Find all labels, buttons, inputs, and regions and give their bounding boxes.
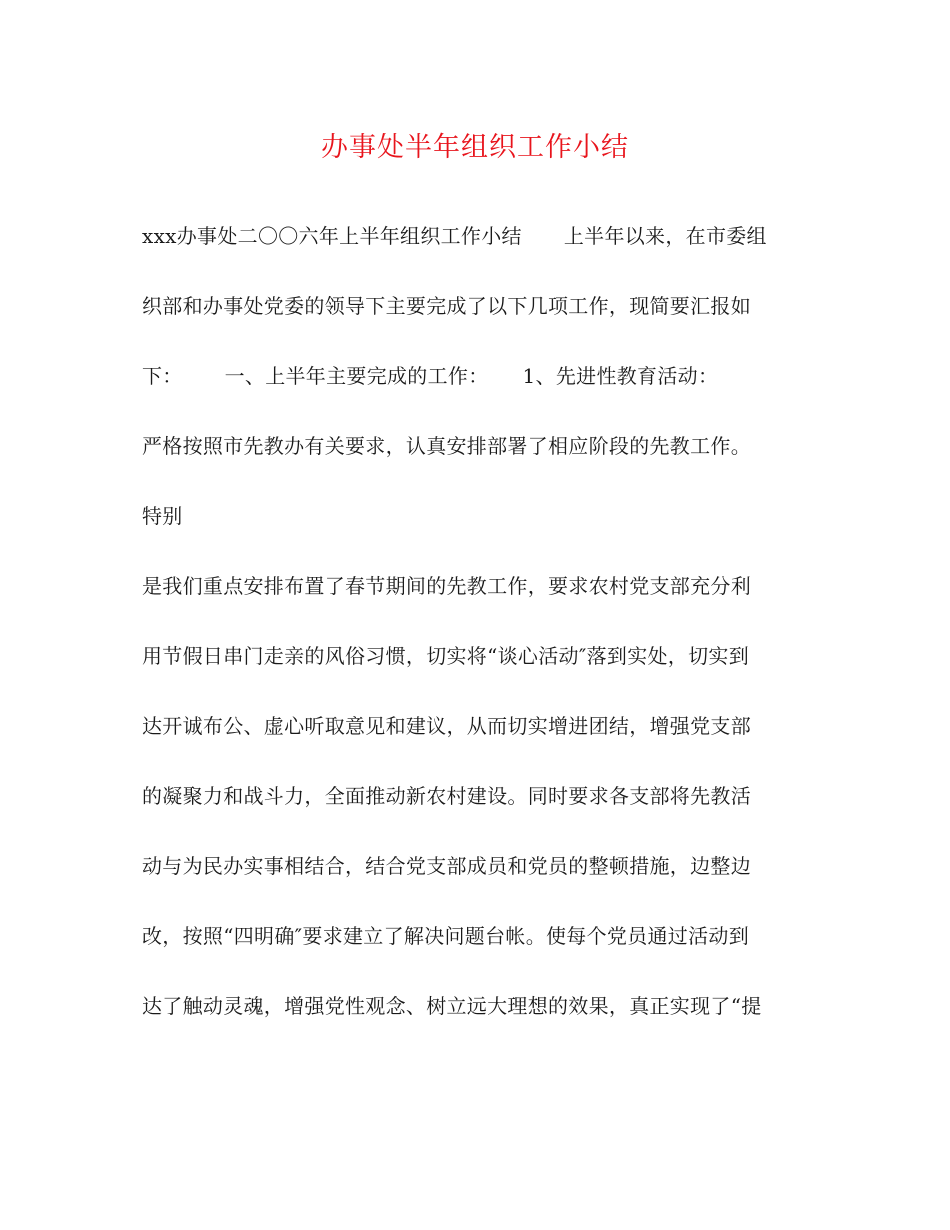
line-text: 改，按照“四明确″要求建立了解决问题台帐。使每个党员通过活动到 [142, 924, 749, 948]
paragraph-line-7 [142, 634, 810, 704]
line-text: xxx办事处二〇〇六年上半年组织工作小结 [142, 224, 522, 248]
line-text: 特别 [142, 504, 183, 528]
line-text: 达开诚布公、虚心听取意见和建议，从而切实增进团结，增强党支部 [142, 714, 751, 738]
line-text: 上半年以来，在市委组 [563, 224, 767, 248]
line-text: 下： [142, 364, 183, 388]
line-text: 用节假日串门走亲的风俗习惯，切实将“谈心活动″落到实处，切实到 [142, 644, 749, 668]
line-text: 织部和办事处党委的领导下主要完成了以下几项工作，现简要汇报如 [142, 294, 751, 318]
paragraph-line-3 [142, 354, 810, 424]
document-title: 办事处半年组织工作小结 [321, 132, 629, 163]
line-text: 达了触动灵魂，增强党性观念、树立远大理想的效果，真正实现了“提 [142, 994, 762, 1018]
paragraph-line-10 [142, 844, 810, 914]
paragraph-line-2 [142, 284, 810, 354]
paragraph-line-8 [142, 704, 810, 774]
line-text: 一、上半年主要完成的工作： [224, 364, 489, 388]
paragraph-line-5 [142, 494, 810, 564]
line-text: 是我们重点安排布置了春节期间的先教工作，要求农村党支部充分利 [142, 574, 751, 598]
line-text: 动与为民办实事相结合，结合党支部成员和党员的整顿措施，边整边 [142, 854, 751, 878]
paragraph-line-12 [142, 984, 810, 1054]
document-body [142, 214, 810, 1054]
paragraph-line-4 [142, 424, 810, 494]
line-text: 1、先进性教育活动： [522, 364, 719, 388]
paragraph-line-1 [142, 214, 810, 284]
paragraph-line-11 [142, 914, 810, 984]
line-text: 的凝聚力和战斗力，全面推动新农村建设。同时要求各支部将先教活 [142, 784, 751, 808]
paragraph-line-9 [142, 774, 810, 844]
paragraph-line-6 [142, 564, 810, 634]
line-text: 严格按照市先教办有关要求，认真安排部署了相应阶段的先教工作。 [142, 434, 751, 458]
